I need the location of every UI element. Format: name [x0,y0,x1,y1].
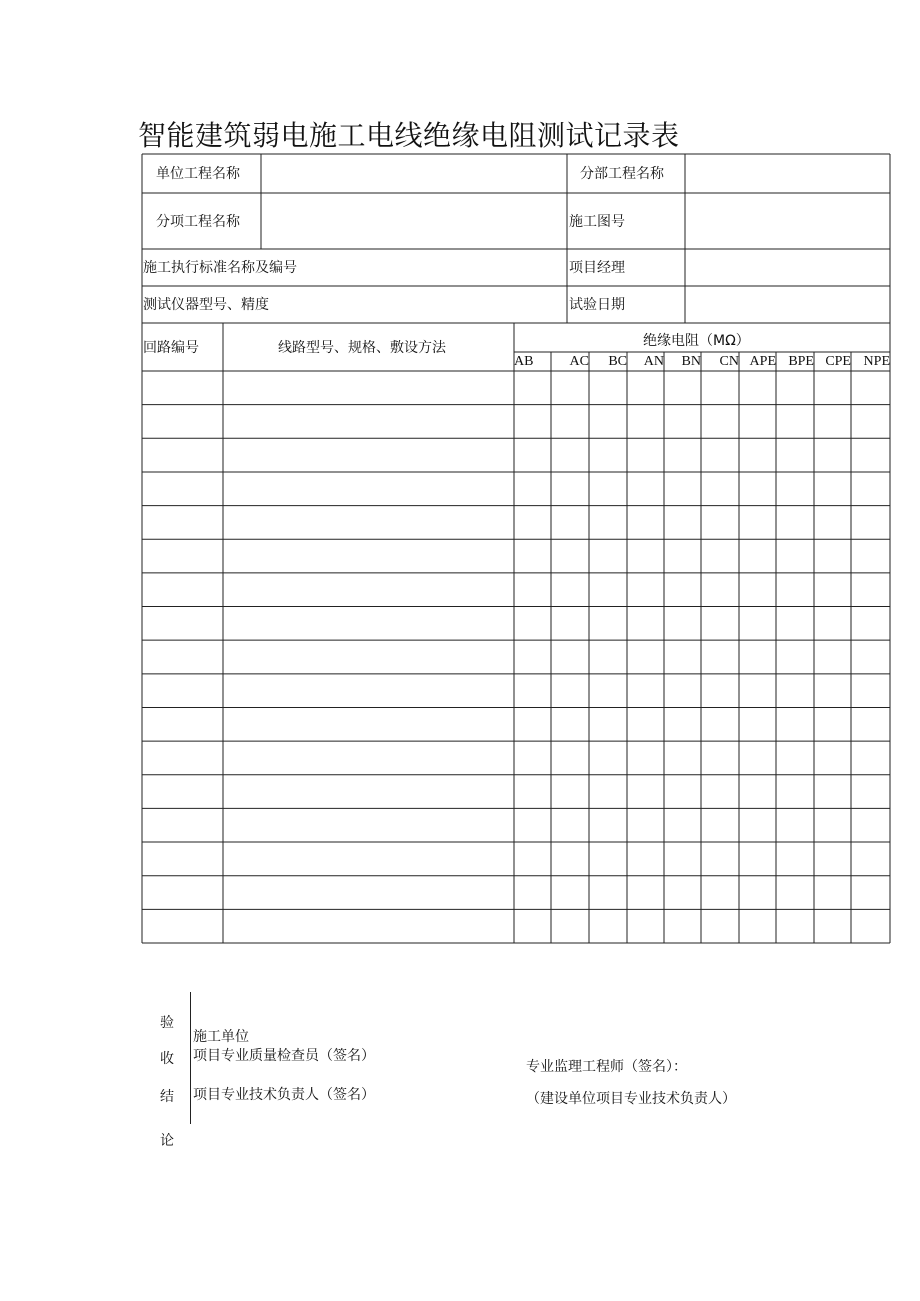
cable-spec-cell[interactable] [224,641,513,673]
circuit-no-cell[interactable] [143,439,222,471]
circuit-no-cell[interactable] [143,708,222,740]
standard-value[interactable] [330,259,560,277]
resistance-cell[interactable] [777,809,813,841]
page-title: 智能建筑弱电施工电线绝缘电阻测试记录表 [138,119,680,152]
resistance-cell[interactable] [628,877,663,909]
circuit-no-cell[interactable] [143,809,222,841]
manager-value[interactable] [690,259,886,277]
resistance-cell[interactable] [777,708,813,740]
resistance-cell[interactable] [815,439,850,471]
resistance-cell[interactable] [815,473,850,505]
resistance-cell[interactable] [777,910,813,942]
resistance-cell[interactable] [665,708,700,740]
sub-project-label: 分部工程名称 [580,166,664,182]
resistance-cell[interactable] [702,641,738,673]
resistance-cell[interactable] [665,843,700,875]
resistance-cell[interactable] [852,473,889,505]
resistance-cell[interactable] [515,708,550,740]
acceptance-char-3: 结 [160,1089,174,1105]
resistance-cell[interactable] [777,540,813,572]
resistance-cell[interactable] [552,675,588,707]
resistance-cell[interactable] [815,809,850,841]
resistance-cell[interactable] [702,708,738,740]
instrument-value[interactable] [300,296,560,314]
acceptance-char-2: 收 [160,1051,174,1067]
resistance-cell[interactable] [852,641,889,673]
resistance-cell[interactable] [590,473,626,505]
resistance-cell[interactable] [515,641,550,673]
resistance-cell[interactable] [552,507,588,539]
resistance-cell[interactable] [740,473,775,505]
owner-technical-lead-signature[interactable]: （建设单位项目专业技术负责人） [526,1091,736,1107]
resistance-cell[interactable] [702,776,738,808]
resistance-cell[interactable] [815,675,850,707]
resistance-cell[interactable] [590,776,626,808]
resistance-cell[interactable] [515,843,550,875]
resistance-cell[interactable] [852,675,889,707]
cable-spec-cell[interactable] [224,877,513,909]
resistance-cell[interactable] [777,675,813,707]
resistance-cell[interactable] [777,473,813,505]
resistance-cell[interactable] [702,439,738,471]
resistance-cell[interactable] [552,574,588,606]
resistance-cell[interactable] [852,372,889,404]
resistance-cell[interactable] [852,507,889,539]
item-project-value[interactable] [266,213,562,231]
resistance-cell[interactable] [815,507,850,539]
resistance-cell[interactable] [702,910,738,942]
resistance-cell[interactable] [552,910,588,942]
resistance-cell[interactable] [777,608,813,640]
phase-header-ab: AB [514,354,534,369]
resistance-cell[interactable] [552,439,588,471]
circuit-no-cell[interactable] [143,574,222,606]
test-date-value[interactable] [690,296,886,314]
resistance-cell[interactable] [740,877,775,909]
resistance-cell[interactable] [740,439,775,471]
resistance-cell[interactable] [702,608,738,640]
resistance-cell[interactable] [702,843,738,875]
resistance-cell[interactable] [515,507,550,539]
resistance-cell[interactable] [590,439,626,471]
resistance-cell[interactable] [628,439,663,471]
cable-spec-cell[interactable] [224,608,513,640]
resistance-cell[interactable] [815,372,850,404]
cable-spec-cell[interactable] [224,439,513,471]
resistance-cell[interactable] [815,406,850,438]
phase-header-npe: NPE [863,354,890,369]
unit-project-label: 单位工程名称 [156,166,240,182]
circuit-no-cell[interactable] [143,675,222,707]
resistance-cell[interactable] [628,809,663,841]
resistance-cell[interactable] [852,877,889,909]
resistance-cell[interactable] [815,608,850,640]
resistance-cell[interactable] [590,507,626,539]
resistance-cell[interactable] [852,843,889,875]
resistance-cell[interactable] [665,608,700,640]
resistance-cell[interactable] [628,742,663,774]
resistance-cell[interactable] [740,809,775,841]
resistance-cell[interactable] [852,776,889,808]
resistance-cell[interactable] [815,742,850,774]
test-date-label: 试验日期 [569,297,625,313]
resistance-cell[interactable] [628,641,663,673]
resistance-cell[interactable] [702,507,738,539]
insulation-resistance-header: 绝缘电阻（MΩ） [643,333,750,349]
resistance-cell[interactable] [552,406,588,438]
resistance-cell[interactable] [852,574,889,606]
resistance-cell[interactable] [628,608,663,640]
resistance-cell[interactable] [777,439,813,471]
resistance-cell[interactable] [852,608,889,640]
resistance-cell[interactable] [740,910,775,942]
resistance-cell[interactable] [665,641,700,673]
circuit-no-cell[interactable] [143,372,222,404]
resistance-cell[interactable] [665,406,700,438]
resistance-cell[interactable] [777,406,813,438]
resistance-cell[interactable] [740,641,775,673]
resistance-cell[interactable] [515,608,550,640]
resistance-cell[interactable] [702,742,738,774]
resistance-cell[interactable] [815,574,850,606]
resistance-cell[interactable] [815,540,850,572]
resistance-cell[interactable] [628,372,663,404]
resistance-cell[interactable] [815,910,850,942]
cable-spec-cell[interactable] [224,406,513,438]
resistance-cell[interactable] [665,776,700,808]
resistance-cell[interactable] [628,574,663,606]
circuit-no-cell[interactable] [143,641,222,673]
resistance-cell[interactable] [702,540,738,572]
circuit-no-cell[interactable] [143,473,222,505]
resistance-cell[interactable] [665,809,700,841]
resistance-cell[interactable] [515,910,550,942]
resistance-cell[interactable] [628,507,663,539]
cable-spec-cell[interactable] [224,843,513,875]
resistance-cell[interactable] [515,675,550,707]
resistance-cell[interactable] [515,439,550,471]
resistance-cell[interactable] [665,372,700,404]
manager-label: 项目经理 [569,260,625,276]
resistance-cell[interactable] [590,608,626,640]
resistance-cell[interactable] [740,675,775,707]
cable-spec-cell[interactable] [224,507,513,539]
resistance-cell[interactable] [852,439,889,471]
resistance-cell[interactable] [552,608,588,640]
resistance-cell[interactable] [665,742,700,774]
circuit-no-cell[interactable] [143,776,222,808]
resistance-cell[interactable] [552,843,588,875]
phase-header-cn: CN [719,354,739,369]
resistance-cell[interactable] [665,507,700,539]
resistance-cell[interactable] [590,877,626,909]
resistance-cell[interactable] [740,742,775,774]
resistance-cell[interactable] [777,742,813,774]
drawing-no-value[interactable] [690,213,886,231]
resistance-cell[interactable] [665,439,700,471]
cable-spec-cell[interactable] [224,574,513,606]
cable-spec-header: 线路型号、规格、敷设方法 [278,340,446,356]
resistance-cell[interactable] [552,708,588,740]
resistance-cell[interactable] [852,910,889,942]
cable-spec-cell[interactable] [224,910,513,942]
resistance-cell[interactable] [628,843,663,875]
resistance-cell[interactable] [628,473,663,505]
acceptance-divider [190,992,191,1124]
resistance-cell[interactable] [590,675,626,707]
resistance-cell[interactable] [665,877,700,909]
cable-spec-cell[interactable] [224,473,513,505]
resistance-cell[interactable] [552,776,588,808]
quality-inspector-signature[interactable]: 项目专业质量检查员（签名） [193,1048,375,1064]
resistance-cell[interactable] [515,574,550,606]
resistance-cell[interactable] [515,877,550,909]
circuit-no-cell[interactable] [143,540,222,572]
technical-lead-signature[interactable]: 项目专业技术负责人（签名） [193,1087,375,1103]
resistance-cell[interactable] [552,540,588,572]
resistance-cell[interactable] [665,540,700,572]
circuit-no-cell[interactable] [143,608,222,640]
cable-spec-cell[interactable] [224,742,513,774]
resistance-cell[interactable] [665,574,700,606]
phase-header-an: AN [643,354,664,369]
resistance-cell[interactable] [702,372,738,404]
resistance-cell[interactable] [740,574,775,606]
resistance-cell[interactable] [740,608,775,640]
circuit-no-cell[interactable] [143,507,222,539]
resistance-cell[interactable] [515,406,550,438]
phase-header-bpe: BPE [788,354,814,369]
resistance-cell[interactable] [852,742,889,774]
cable-spec-cell[interactable] [224,708,513,740]
resistance-cell[interactable] [815,843,850,875]
unit-project-value[interactable] [266,165,562,183]
resistance-cell[interactable] [740,507,775,539]
resistance-cell[interactable] [852,540,889,572]
resistance-cell[interactable] [702,574,738,606]
resistance-cell[interactable] [590,843,626,875]
resistance-cell[interactable] [740,776,775,808]
acceptance-char-1: 验 [160,1015,174,1031]
cable-spec-cell[interactable] [224,776,513,808]
resistance-cell[interactable] [777,776,813,808]
resistance-cell[interactable] [552,742,588,774]
resistance-cell[interactable] [590,540,626,572]
resistance-cell[interactable] [740,406,775,438]
resistance-cell[interactable] [777,507,813,539]
resistance-cell[interactable] [852,809,889,841]
resistance-cell[interactable] [628,675,663,707]
resistance-cell[interactable] [515,809,550,841]
circuit-no-header: 回路编号 [143,340,199,356]
resistance-cell[interactable] [590,910,626,942]
resistance-cell[interactable] [665,910,700,942]
cable-spec-cell[interactable] [224,809,513,841]
resistance-cell[interactable] [552,877,588,909]
resistance-cell[interactable] [515,742,550,774]
cable-spec-cell[interactable] [224,540,513,572]
resistance-cell[interactable] [777,641,813,673]
resistance-cell[interactable] [552,473,588,505]
resistance-cell[interactable] [628,406,663,438]
resistance-cell[interactable] [815,641,850,673]
resistance-cell[interactable] [777,574,813,606]
resistance-cell[interactable] [665,675,700,707]
acceptance-char-4: 论 [160,1133,174,1149]
supervisor-signature[interactable]: 专业监理工程师（签名）： [526,1059,687,1075]
resistance-cell[interactable] [628,708,663,740]
resistance-cell[interactable] [590,742,626,774]
resistance-cell[interactable] [777,877,813,909]
resistance-cell[interactable] [702,877,738,909]
resistance-cell[interactable] [552,809,588,841]
resistance-cell[interactable] [628,776,663,808]
resistance-cell[interactable] [740,843,775,875]
resistance-cell[interactable] [590,406,626,438]
resistance-cell[interactable] [590,574,626,606]
resistance-cell[interactable] [740,540,775,572]
sub-project-value[interactable] [690,165,886,183]
resistance-cell[interactable] [852,406,889,438]
resistance-cell[interactable] [590,708,626,740]
resistance-cell[interactable] [815,776,850,808]
resistance-cell[interactable] [515,372,550,404]
construction-unit-label: 施工单位 [193,1029,249,1045]
resistance-cell[interactable] [777,372,813,404]
circuit-no-cell[interactable] [143,406,222,438]
resistance-cell[interactable] [590,809,626,841]
drawing-no-label: 施工图号 [569,214,625,230]
resistance-cell[interactable] [740,708,775,740]
resistance-cell[interactable] [852,708,889,740]
circuit-no-cell[interactable] [143,877,222,909]
circuit-no-cell[interactable] [143,910,222,942]
resistance-cell[interactable] [815,708,850,740]
circuit-no-cell[interactable] [143,742,222,774]
standard-label: 施工执行标准名称及编号 [143,260,297,276]
phase-header-cpe: CPE [825,354,851,369]
resistance-cell[interactable] [515,473,550,505]
resistance-cell[interactable] [628,540,663,572]
resistance-cell[interactable] [515,776,550,808]
resistance-cell[interactable] [740,372,775,404]
resistance-cell[interactable] [702,809,738,841]
resistance-cell[interactable] [815,877,850,909]
phase-header-ape: APE [749,354,776,369]
resistance-cell[interactable] [590,372,626,404]
cable-spec-cell[interactable] [224,675,513,707]
resistance-cell[interactable] [702,473,738,505]
phase-header-ac: AC [569,354,589,369]
resistance-cell[interactable] [777,843,813,875]
phase-header-bc: BC [608,354,627,369]
resistance-cell[interactable] [552,372,588,404]
resistance-cell[interactable] [590,641,626,673]
resistance-cell[interactable] [665,473,700,505]
instrument-label: 测试仪器型号、精度 [143,297,269,313]
resistance-cell[interactable] [628,910,663,942]
resistance-cell[interactable] [515,540,550,572]
resistance-cell[interactable] [702,675,738,707]
phase-header-bn: BN [681,354,701,369]
resistance-cell[interactable] [702,406,738,438]
item-project-label: 分项工程名称 [156,214,240,230]
resistance-cell[interactable] [552,641,588,673]
cable-spec-cell[interactable] [224,372,513,404]
circuit-no-cell[interactable] [143,843,222,875]
